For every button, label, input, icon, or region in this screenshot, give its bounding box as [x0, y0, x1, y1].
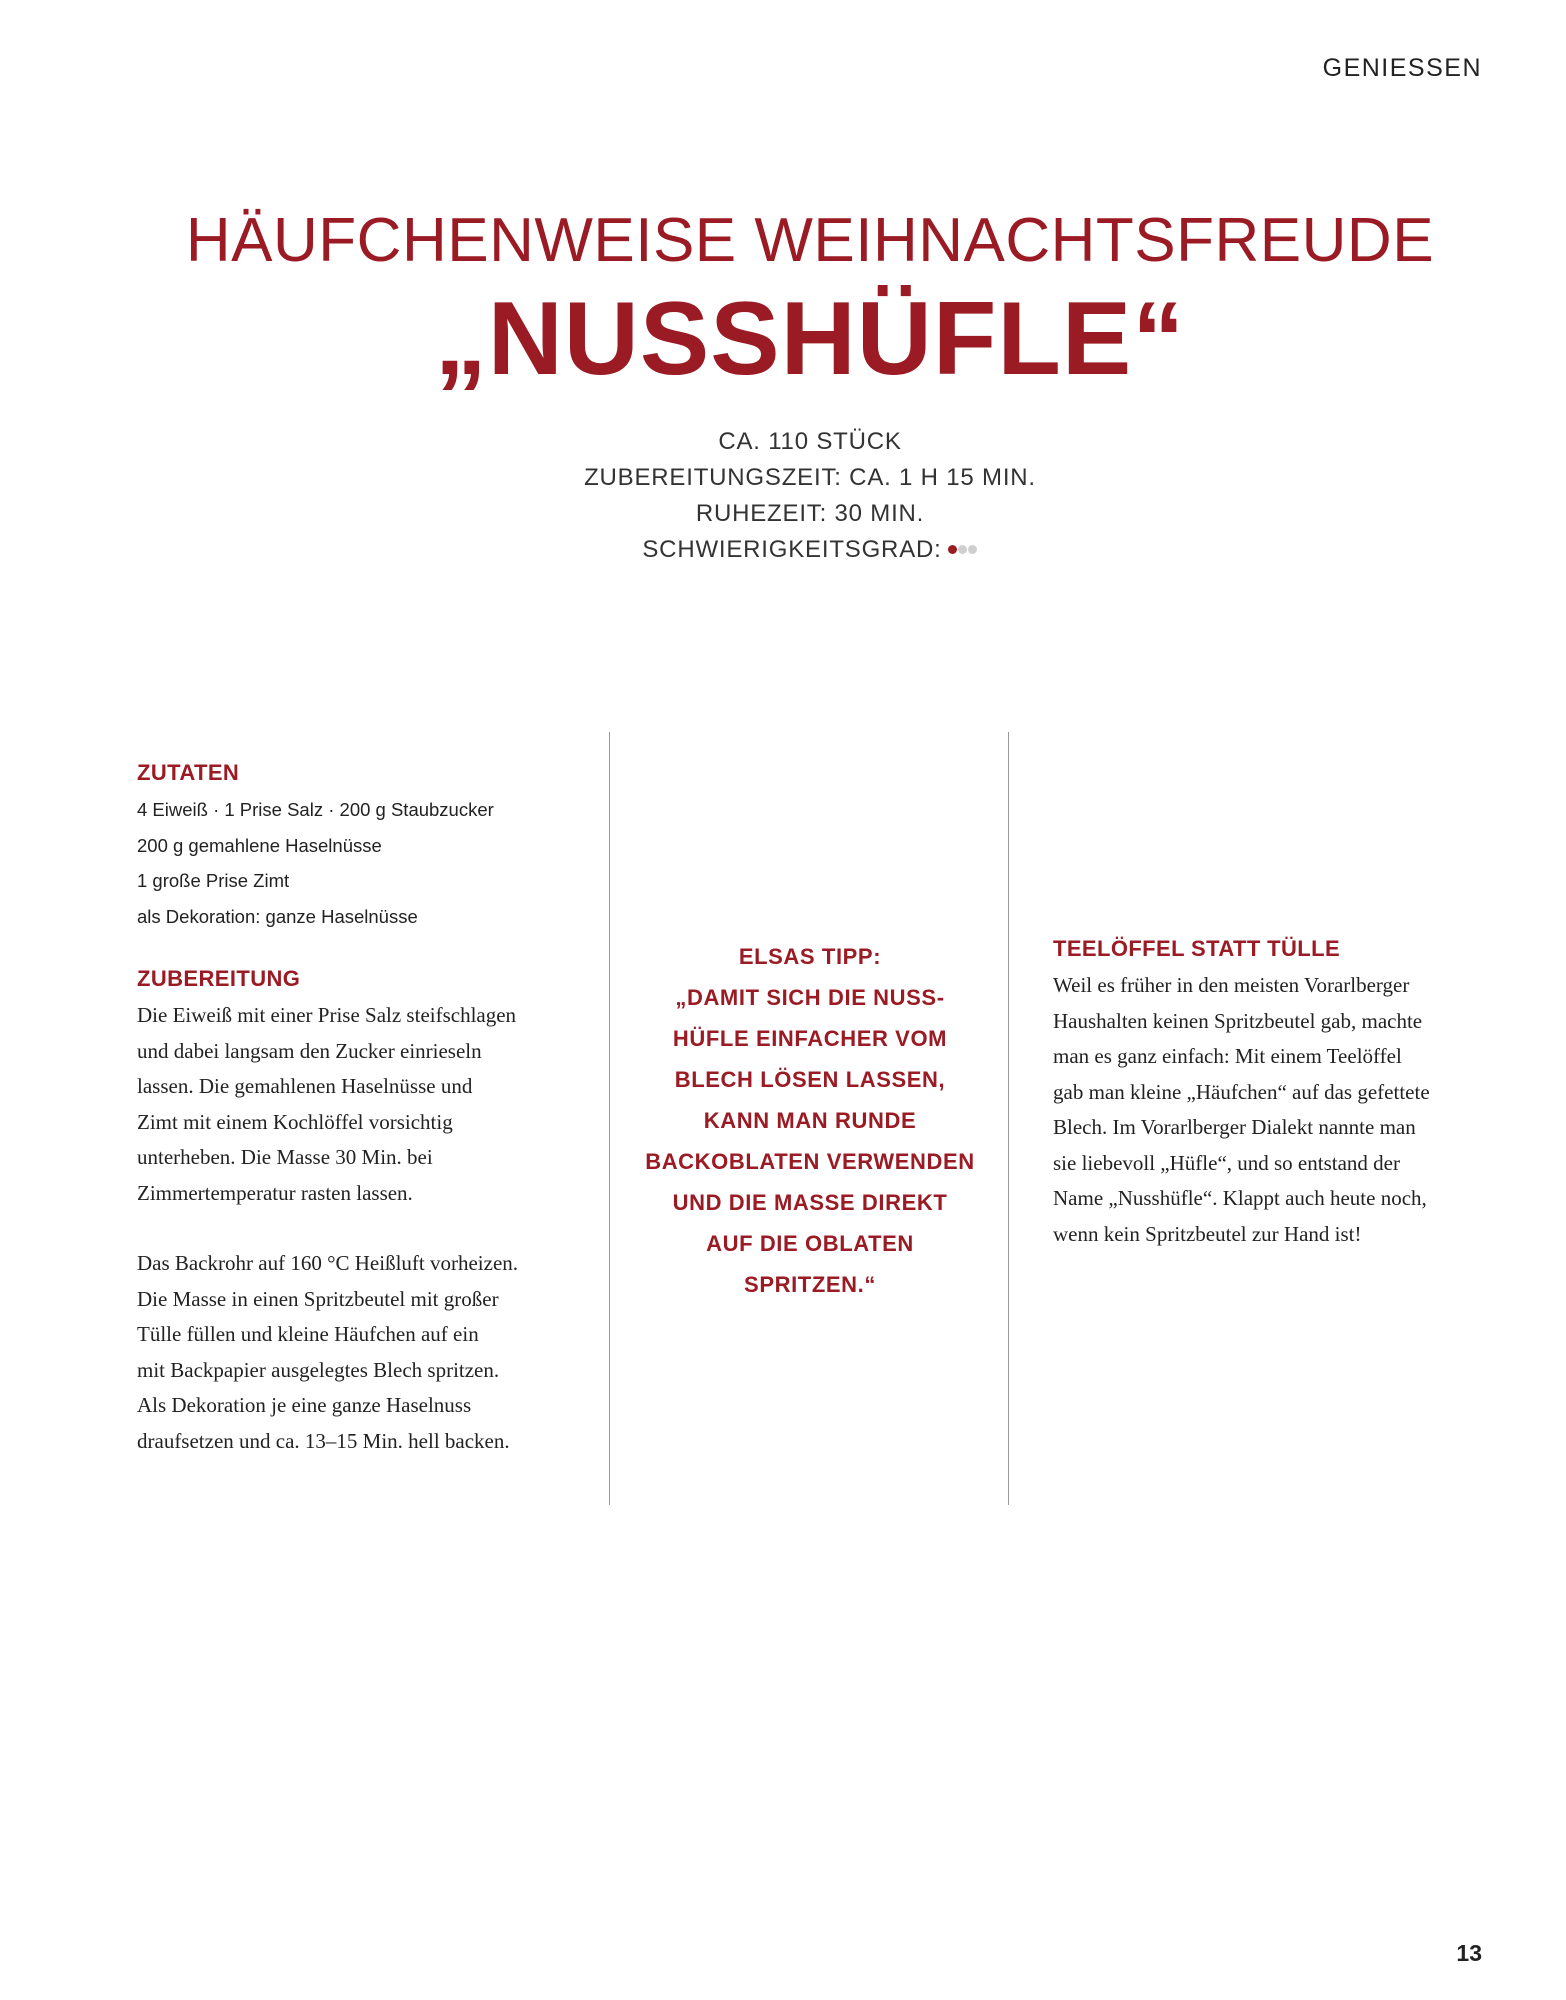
text-line: sie liebevoll „Hüfle“, und so entstand der: [1053, 1150, 1400, 1175]
sidebar-heading: TEELÖFFEL STATT TÜLLE: [1053, 936, 1341, 961]
tip-title: ELSAS TIPP:: [738, 944, 882, 969]
recipe-yield: CA. 110 STÜCK: [718, 428, 902, 455]
text-line: draufsetzen und ca. 13–15 Min. hell backen.: [137, 1428, 510, 1453]
tip-line: „DAMIT SICH DIE NUSS-: [675, 985, 945, 1010]
difficulty-dot-empty: [958, 545, 967, 554]
text-line: Als Dekoration je eine ganze Haselnuss: [137, 1393, 472, 1417]
text-line: mit Backpapier ausgelegtes Blech spritzen.: [137, 1357, 500, 1382]
recipe-meta: [0, 424, 1566, 568]
difficulty-label: SCHWIERIGKEITSGRAD:: [642, 536, 942, 563]
sidebar-column: [1053, 934, 1493, 1252]
text-line: und dabei langsam den Zucker einrieseln: [137, 1038, 482, 1063]
sidebar-text: [1053, 968, 1493, 1252]
recipe-column: [137, 758, 577, 1459]
page-number: 13: [1456, 1940, 1482, 1966]
text-line: Zimmertemperatur rasten lassen.: [137, 1180, 413, 1205]
recipe-headline: HÄUFCHENWEISE WEIHNACHTSFREUDE: [185, 206, 1435, 275]
text-line: Blech. Im Vorarlberger Dialekt nannte man: [1053, 1115, 1416, 1139]
difficulty-dot-empty: [968, 545, 977, 554]
preparation-paragraph-1: [137, 998, 577, 1211]
text-line: Das Backrohr auf 160 °C Heißluft vorheizen.: [137, 1251, 519, 1275]
tip-line: HÜFLE EINFACHER VOM: [672, 1026, 948, 1051]
text-line: unterheben. Die Masse 30 Min. bei: [137, 1145, 433, 1169]
tip-line: KANN MAN RUNDE: [703, 1108, 917, 1133]
column-divider-left: [609, 732, 610, 1505]
recipe-prep-time: ZUBEREITUNGSZEIT: CA. 1 H 15 MIN.: [584, 464, 1036, 491]
recipe-difficulty: [0, 532, 1566, 568]
section-label: GENIESSEN: [1322, 54, 1482, 82]
ingredients-heading: ZUTATEN: [137, 760, 240, 785]
tip-column: [640, 936, 980, 1305]
tip-line: SPRITZEN.“: [744, 1272, 876, 1297]
text-line: Die Masse in einen Spritzbeutel mit großer: [137, 1286, 499, 1311]
text-line: Name „Nusshüfle“. Klappt auch heute noch,: [1053, 1186, 1427, 1210]
text-line: wenn kein Spritzbeutel zur Hand ist!: [1053, 1221, 1362, 1246]
column-divider-right: [1008, 732, 1009, 1505]
text-line: Die Eiweiß mit einer Prise Salz steifschlagen: [137, 1003, 517, 1027]
text-line: Weil es früher in den meisten Vorarlberger: [1053, 973, 1410, 997]
recipe-title: „NUSSHÜFLE“: [434, 281, 1186, 397]
ingredient-line: als Dekoration: ganze Haselnüsse: [137, 905, 418, 927]
tip-line: BLECH LÖSEN LASSEN,: [674, 1067, 946, 1092]
text-line: man es ganz einfach: Mit einem Teelöffel: [1053, 1044, 1402, 1068]
ingredient-line: 4 Eiweiß · 1 Prise Salz · 200 g Staubzucker: [137, 799, 494, 820]
ingredient-line: 200 g gemahlene Haselnüsse: [137, 834, 382, 856]
difficulty-dot-filled: [948, 545, 957, 554]
text-line: Haushalten keinen Spritzbeutel gab, machte: [1053, 1008, 1423, 1033]
text-line: lassen. Die gemahlenen Haselnüsse und: [137, 1074, 473, 1098]
text-line: Tülle füllen und kleine Häufchen auf ein: [137, 1322, 479, 1346]
ingredients-list: [137, 792, 577, 934]
text-line: Zimt mit einem Kochlöffel vorsichtig: [137, 1109, 453, 1134]
ingredient-line: 1 große Prise Zimt: [137, 870, 290, 891]
tip-line: AUF DIE OBLATEN: [706, 1231, 914, 1256]
tip-line: UND DIE MASSE DIREKT: [672, 1190, 948, 1215]
difficulty-rating: [948, 531, 978, 567]
recipe-rest-time: RUHEZEIT: 30 MIN.: [695, 500, 925, 527]
text-line: gab man kleine „Häufchen“ auf das gefettete: [1053, 1079, 1430, 1104]
tip-line: BACKOBLATEN VERWENDEN: [645, 1149, 975, 1174]
preparation-paragraph-2: [137, 1246, 577, 1459]
preparation-heading: ZUBEREITUNG: [137, 966, 301, 991]
